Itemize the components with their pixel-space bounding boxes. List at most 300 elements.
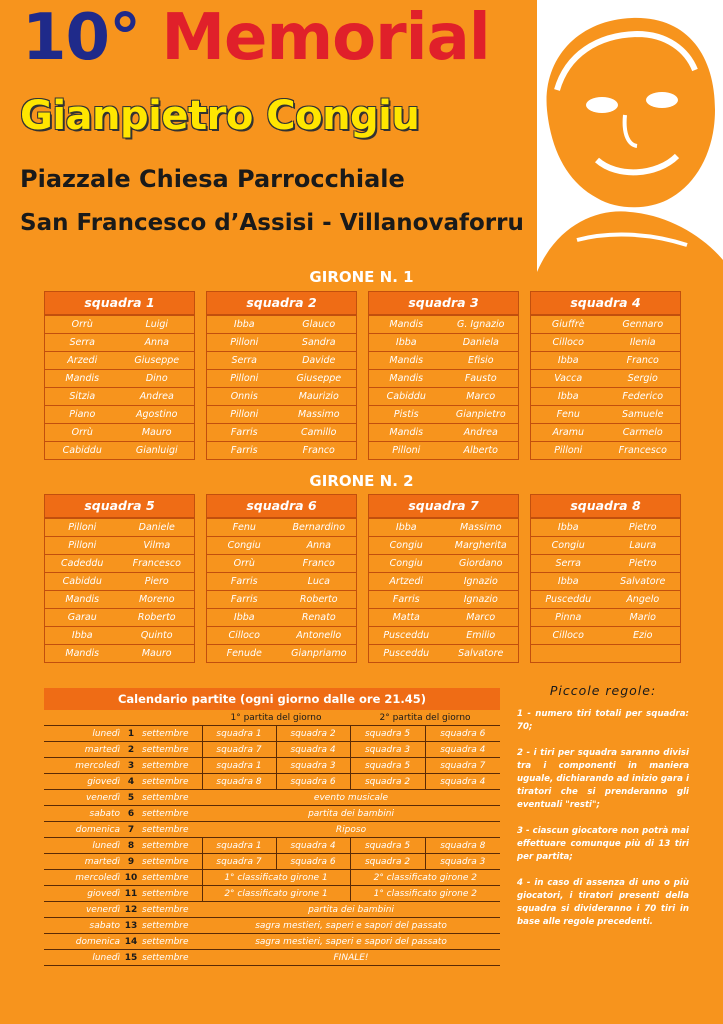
player-surname: Ibba (395, 337, 417, 348)
calendar-row (44, 918, 500, 934)
player-surname: Fenude (226, 648, 262, 659)
calendar-date: 3 (122, 758, 140, 774)
match-team: squadra 3 (350, 742, 425, 758)
player-surname: Pilloni (554, 445, 583, 456)
player-surname: Farris (230, 576, 258, 587)
player-firstname: Andrea (463, 427, 498, 438)
player-row (531, 608, 680, 626)
player-firstname: Mario (629, 612, 656, 623)
player-firstname: Federico (622, 391, 664, 402)
player-surname: Fenu (556, 409, 580, 420)
player-row (207, 387, 356, 405)
player-surname: Pilloni (230, 337, 259, 348)
player-row (45, 405, 194, 423)
player-firstname: Carmelo (622, 427, 663, 438)
team-box (368, 291, 519, 460)
main-title (22, 2, 490, 74)
player-firstname: Sandra (301, 337, 336, 348)
calendar-month: settembre (140, 806, 202, 822)
first-match: 2° classificato girone 1 (202, 886, 350, 902)
player-surname: Congiu (551, 540, 585, 551)
venue-line-1: Piazzale Chiesa Parrocchiale (20, 165, 405, 193)
player-row (369, 518, 518, 536)
player-firstname: G. Ignazio (456, 319, 505, 330)
player-firstname: Glauco (302, 319, 336, 330)
match-team: squadra 6 (276, 774, 350, 790)
player-surname: Ibba (71, 630, 93, 641)
rule-item: 2 - i tiri per squadra saranno divisi tra i componenti in maniera uguale, dichiarando ad inizio gara i tiratori che si prenderanno gli eventuali "resti"; (517, 748, 689, 810)
player-row (369, 315, 518, 333)
venue-line-2: San Francesco d’Assisi - Villanovaforru (20, 210, 524, 236)
player-firstname: Anna (306, 540, 331, 551)
calendar-row (44, 870, 500, 886)
player-row (207, 333, 356, 351)
player-surname: Pilloni (230, 409, 259, 420)
player-firstname: Dino (145, 373, 168, 384)
second-match: 2° classificato girone 2 (350, 870, 500, 886)
calendar-event: partita dei bambini (202, 806, 500, 822)
player-surname (531, 645, 606, 662)
player-row (531, 405, 680, 423)
player-surname: Serra (69, 337, 95, 348)
calendar-day: sabato (44, 918, 122, 934)
first-match: 1° classificato girone 1 (202, 870, 350, 886)
player-row (45, 644, 194, 662)
calendar-table (44, 710, 500, 966)
player-row (369, 536, 518, 554)
match-team: squadra 6 (425, 726, 500, 742)
player-firstname: Giuseppe (296, 373, 342, 384)
player-row (369, 626, 518, 644)
player-row (531, 536, 680, 554)
player-row (369, 554, 518, 572)
calendar-date: 15 (122, 950, 140, 966)
calendar-day: martedì (44, 742, 122, 758)
calendar-row (44, 742, 500, 758)
calendar-month: settembre (140, 758, 202, 774)
player-row (45, 369, 194, 387)
player-surname: Ibba (233, 612, 255, 623)
second-match-header: 2° partita del giorno (350, 710, 500, 726)
calendar-date: 14 (122, 934, 140, 950)
player-row (531, 644, 680, 662)
player-firstname: Marco (466, 612, 496, 623)
calendar-row (44, 950, 500, 966)
calendar-month: settembre (140, 774, 202, 790)
calendar-date: 10 (122, 870, 140, 886)
match-team: squadra 2 (350, 774, 425, 790)
player-surname: Pistis (393, 409, 419, 420)
player-row (207, 369, 356, 387)
player-row (369, 333, 518, 351)
player-firstname: Fausto (464, 373, 497, 384)
match-team: squadra 2 (350, 854, 425, 870)
player-firstname: Franco (302, 558, 335, 569)
player-row (531, 518, 680, 536)
calendar-event: sagra mestieri, saperi e sapori del passato (202, 918, 500, 934)
player-row (45, 608, 194, 626)
player-row (207, 518, 356, 536)
calendar-date: 5 (122, 790, 140, 806)
player-row (45, 423, 194, 441)
player-surname: Orrù (71, 427, 93, 438)
player-firstname: Giordano (459, 558, 503, 569)
calendar-day: domenica (44, 822, 122, 838)
match-team: squadra 7 (202, 854, 276, 870)
player-firstname: Sergio (627, 373, 658, 384)
calendar-row (44, 886, 500, 902)
first-match-header: 1° partita del giorno (202, 710, 350, 726)
player-surname: Sitzia (69, 391, 96, 402)
team-name: squadra 1 (45, 292, 194, 315)
match-team: squadra 4 (276, 838, 350, 854)
calendar-row (44, 726, 500, 742)
calendar-day: venerdì (44, 790, 122, 806)
title-number: 10° (22, 1, 141, 75)
player-row (207, 626, 356, 644)
calendar-date: 2 (122, 742, 140, 758)
player-surname: Congiu (227, 540, 261, 551)
player-surname: Pilloni (68, 540, 97, 551)
player-row (207, 423, 356, 441)
player-firstname: Ilenia (629, 337, 656, 348)
player-row (531, 572, 680, 590)
honoree-name: Gianpietro Congiu (20, 93, 420, 139)
player-surname: Vacca (554, 373, 583, 384)
team-box (530, 494, 681, 663)
calendar-month: settembre (140, 726, 202, 742)
calendar-title: Calendario partite (ogni giorno dalle ore 21.45) (44, 688, 500, 710)
player-row (45, 333, 194, 351)
calendar-subheader (44, 710, 500, 726)
player-surname: Congiu (389, 558, 423, 569)
player-surname: Cabiddu (386, 391, 426, 402)
player-row (207, 644, 356, 662)
match-team: squadra 1 (202, 758, 276, 774)
player-row (45, 387, 194, 405)
calendar-date: 6 (122, 806, 140, 822)
player-row (207, 554, 356, 572)
rule-item: 3 - ciascun giocatore non potrà mai effettuare comunque più di 13 tiri per partita; (517, 826, 689, 862)
player-surname: Mandis (65, 594, 100, 605)
player-surname: Farris (392, 594, 420, 605)
player-surname: Piano (69, 409, 96, 420)
player-surname: Serra (231, 355, 257, 366)
calendar-day: lunedì (44, 950, 122, 966)
team-box (206, 494, 357, 663)
player-surname: Giuffrè (551, 319, 585, 330)
calendar-event: FINALE! (202, 950, 500, 966)
calendar-month: settembre (140, 902, 202, 918)
player-row (207, 590, 356, 608)
player-firstname: Mauro (141, 648, 172, 659)
player-firstname: Alberto (463, 445, 498, 456)
player-surname: Pilloni (68, 522, 97, 533)
player-surname: Mandis (65, 648, 100, 659)
player-firstname: Moreno (138, 594, 175, 605)
team-box (44, 494, 195, 663)
player-firstname: Daniele (138, 522, 175, 533)
player-row (531, 441, 680, 459)
player-firstname: Pietro (628, 522, 657, 533)
player-firstname: Luca (307, 576, 330, 587)
player-row (45, 590, 194, 608)
player-firstname: Laura (629, 540, 657, 551)
match-team: squadra 5 (350, 758, 425, 774)
player-surname: Orrù (71, 319, 93, 330)
player-surname: Ibba (233, 319, 255, 330)
player-firstname: Camillo (301, 427, 337, 438)
title-word: Memorial (161, 1, 490, 75)
calendar-day: mercoledì (44, 870, 122, 886)
player-row (369, 405, 518, 423)
player-surname: Cabiddu (62, 445, 102, 456)
match-team: squadra 5 (350, 726, 425, 742)
player-firstname: Massimo (459, 522, 502, 533)
match-team: squadra 1 (202, 726, 276, 742)
calendar-month: settembre (140, 918, 202, 934)
player-surname: Ibba (557, 522, 579, 533)
girone-2-title: GIRONE N. 2 (309, 472, 414, 490)
team-box (206, 291, 357, 460)
player-firstname: Anna (144, 337, 169, 348)
player-surname: Ibba (557, 391, 579, 402)
player-firstname: Ignazio (463, 594, 498, 605)
team-box (368, 494, 519, 663)
player-row (369, 572, 518, 590)
calendar-row (44, 758, 500, 774)
player-surname: Fenu (232, 522, 256, 533)
player-surname: Ibba (557, 576, 579, 587)
calendar-day: lunedì (44, 726, 122, 742)
player-firstname: Ezio (633, 630, 653, 641)
calendar-day: sabato (44, 806, 122, 822)
player-surname: Mandis (389, 355, 424, 366)
match-team: squadra 7 (202, 742, 276, 758)
player-surname: Serra (555, 558, 581, 569)
match-team: squadra 2 (276, 726, 350, 742)
calendar-month: settembre (140, 822, 202, 838)
second-match: 1° classificato girone 2 (350, 886, 500, 902)
team-name: squadra 3 (369, 292, 518, 315)
girone-1-title: GIRONE N. 1 (309, 268, 414, 286)
player-row (531, 626, 680, 644)
player-row (45, 441, 194, 459)
calendar-row (44, 822, 500, 838)
player-firstname: Andrea (139, 391, 174, 402)
calendar-day: mercoledì (44, 758, 122, 774)
team-name: squadra 2 (207, 292, 356, 315)
player-surname: Mandis (389, 373, 424, 384)
player-row (531, 554, 680, 572)
player-surname: Pilloni (392, 445, 421, 456)
rules-title: Piccole regole: (549, 683, 657, 698)
player-surname: Cilloco (552, 337, 584, 348)
player-surname: Pusceddu (383, 648, 430, 659)
player-row (207, 572, 356, 590)
player-row (531, 590, 680, 608)
calendar-month: settembre (140, 886, 202, 902)
match-team: squadra 5 (350, 838, 425, 854)
player-surname: Matta (392, 612, 420, 623)
calendar-month: settembre (140, 790, 202, 806)
player-row (207, 608, 356, 626)
player-row (369, 369, 518, 387)
player-row (207, 351, 356, 369)
player-surname: Congiu (389, 540, 423, 551)
calendar-row (44, 806, 500, 822)
calendar-day: martedì (44, 854, 122, 870)
player-row (45, 315, 194, 333)
player-surname: Pusceddu (545, 594, 592, 605)
player-firstname: Quinto (140, 630, 173, 641)
calendar-day: domenica (44, 934, 122, 950)
calendar-date: 11 (122, 886, 140, 902)
calendar-month: settembre (140, 950, 202, 966)
calendar-row (44, 854, 500, 870)
rule-item: 1 - numero tiri totali per squadra: 70; (517, 709, 689, 732)
player-row (369, 608, 518, 626)
match-team: squadra 4 (276, 742, 350, 758)
player-surname: Pilloni (230, 373, 259, 384)
player-firstname: Daniela (462, 337, 499, 348)
player-surname: Pinna (555, 612, 582, 623)
player-surname: Farris (230, 445, 258, 456)
player-surname: Ibba (557, 355, 579, 366)
player-firstname: Mauro (141, 427, 172, 438)
player-firstname: Vilma (143, 540, 171, 551)
player-firstname: Franco (302, 445, 335, 456)
calendar-day: venerdì (44, 902, 122, 918)
player-surname: Onnis (230, 391, 258, 402)
player-firstname: Maurizio (298, 391, 339, 402)
team-name: squadra 7 (369, 495, 518, 518)
team-name: squadra 6 (207, 495, 356, 518)
player-surname: Garau (67, 612, 97, 623)
player-firstname: Davide (302, 355, 336, 366)
match-team: squadra 4 (425, 742, 500, 758)
player-firstname: Agostino (136, 409, 178, 420)
team-box (530, 291, 681, 460)
player-firstname: Renato (301, 612, 336, 623)
player-row (207, 405, 356, 423)
player-row (45, 554, 194, 572)
player-row (45, 351, 194, 369)
player-firstname: Gennaro (622, 319, 664, 330)
player-surname: Mandis (389, 427, 424, 438)
player-surname: Mandis (65, 373, 100, 384)
player-surname: Cilloco (228, 630, 260, 641)
calendar-month: settembre (140, 870, 202, 886)
calendar-day: lunedì (44, 838, 122, 854)
player-surname: Aramu (552, 427, 584, 438)
rules-box (517, 682, 689, 942)
calendar-date: 12 (122, 902, 140, 918)
player-firstname: Marco (466, 391, 496, 402)
player-firstname: Samuele (622, 409, 664, 420)
calendar-date: 1 (122, 726, 140, 742)
calendar-date: 4 (122, 774, 140, 790)
calendar-month: settembre (140, 934, 202, 950)
calendar-month: settembre (140, 854, 202, 870)
calendar-row (44, 934, 500, 950)
team-name: squadra 4 (531, 292, 680, 315)
calendar-row (44, 774, 500, 790)
calendar-date: 8 (122, 838, 140, 854)
player-firstname: Franco (626, 355, 659, 366)
match-team: squadra 3 (425, 854, 500, 870)
player-firstname: Roberto (299, 594, 338, 605)
calendar-date: 9 (122, 854, 140, 870)
player-row (531, 351, 680, 369)
player-surname: Mandis (389, 319, 424, 330)
player-surname: Farris (230, 427, 258, 438)
player-row (369, 441, 518, 459)
match-team: squadra 8 (202, 774, 276, 790)
calendar-day: giovedì (44, 774, 122, 790)
player-row (45, 572, 194, 590)
player-firstname: Massimo (297, 409, 340, 420)
calendar-row (44, 838, 500, 854)
player-firstname: Bernardino (292, 522, 346, 533)
calendar-month: settembre (140, 742, 202, 758)
player-surname: Pusceddu (383, 630, 430, 641)
player-firstname: Margherita (454, 540, 507, 551)
player-firstname: Ignazio (463, 576, 498, 587)
player-row (369, 590, 518, 608)
match-team: squadra 8 (425, 838, 500, 854)
player-firstname: Angelo (626, 594, 660, 605)
player-firstname: Efisio (467, 355, 494, 366)
player-row (531, 369, 680, 387)
rule-item: 4 - in caso di assenza di uno o più giocatori, i tiratori presenti della squadra si divideranno i 70 tiri in base alle regole precedenti. (517, 878, 689, 927)
player-firstname: Francesco (132, 558, 181, 569)
match-team: squadra 1 (202, 838, 276, 854)
player-surname: Orrù (233, 558, 255, 569)
player-firstname: Salvatore (458, 648, 504, 659)
player-firstname: Giuseppe (134, 355, 180, 366)
player-row (45, 536, 194, 554)
match-team: squadra 6 (276, 854, 350, 870)
player-firstname: Gianluigi (135, 445, 178, 456)
player-row (531, 423, 680, 441)
player-row (207, 441, 356, 459)
calendar-row (44, 790, 500, 806)
player-firstname: Roberto (137, 612, 176, 623)
calendar-day: giovedì (44, 886, 122, 902)
match-team: squadra 4 (425, 774, 500, 790)
player-surname: Cabiddu (62, 576, 102, 587)
team-name: squadra 5 (45, 495, 194, 518)
player-firstname (606, 645, 681, 662)
player-row (207, 536, 356, 554)
calendar-event: sagra mestieri, saperi e sapori del passato (202, 934, 500, 950)
calendar-date: 7 (122, 822, 140, 838)
player-firstname: Emilio (466, 630, 496, 641)
player-row (207, 315, 356, 333)
team-name: squadra 8 (531, 495, 680, 518)
player-surname: Artzedi (389, 576, 424, 587)
calendar-event: Riposo (202, 822, 500, 838)
player-firstname: Pietro (628, 558, 657, 569)
calendar-row (44, 902, 500, 918)
player-surname: Ibba (395, 522, 417, 533)
player-row (369, 351, 518, 369)
match-team: squadra 3 (276, 758, 350, 774)
player-row (531, 387, 680, 405)
player-firstname: Gianpietro (455, 409, 506, 420)
player-surname: Cilloco (552, 630, 584, 641)
